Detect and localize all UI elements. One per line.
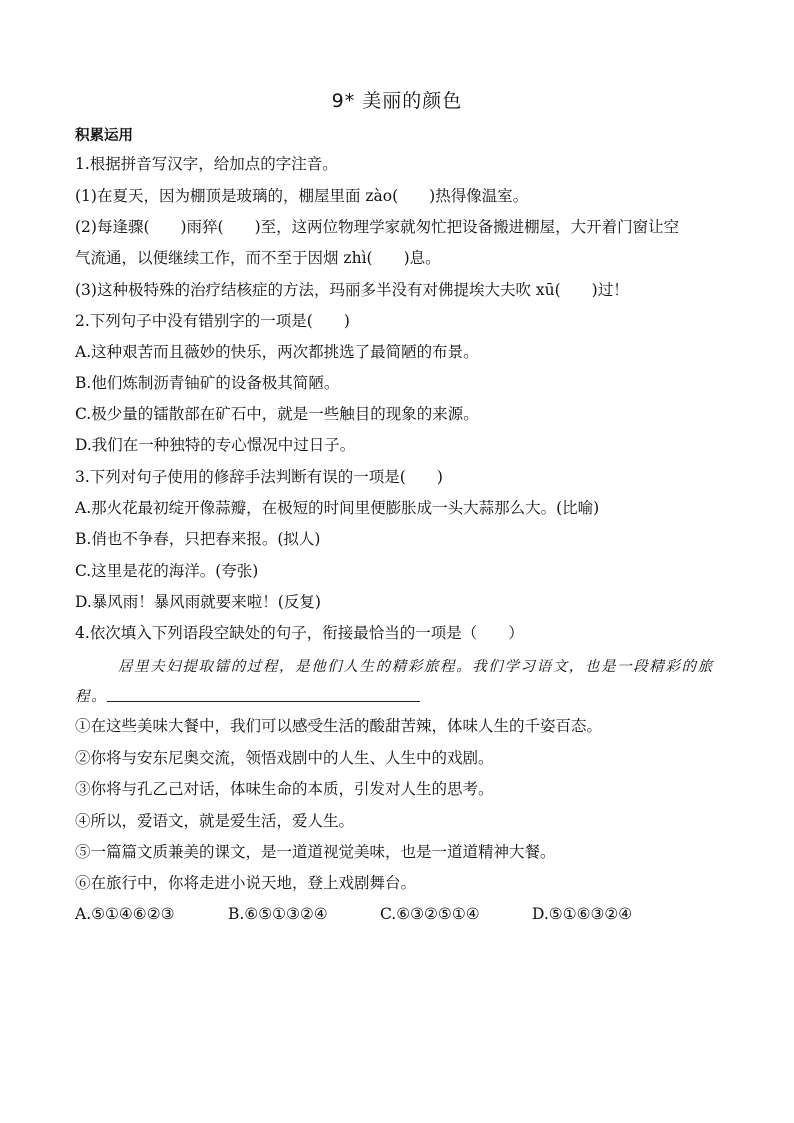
q1-item-1: (1)在夏天，因为棚顶是玻璃的，棚屋里面 zào( )热得像温室。: [75, 187, 529, 205]
q4-sentence-4: ④所以，爱语文，就是爱生活，爱人生。: [75, 812, 355, 830]
q4-sentence-1: ①在这些美味大餐中，我们可以感受生活的酸甜苦辣，体味人生的千姿百态。: [75, 717, 603, 735]
q3-stem: 3.下列对句子使用的修辞手法判断有误的一项是( ): [75, 468, 443, 486]
page-title: 9* 美丽的颜色: [331, 90, 463, 112]
q3-option-d: D.暴风雨！暴风雨就要来啦！(反复): [75, 593, 321, 611]
q4-sentence-2: ②你将与安东尼奥交流，领悟戏剧中的人生、人生中的戏剧。: [75, 749, 494, 767]
q4-stem: 4.依次填入下列语段空缺处的句子，衔接最恰当的一项是（ ）: [75, 624, 524, 642]
q1-item-2: (2)每逢骤( )雨猝( )至，这两位物理学家就匆忙把设备搬进棚屋，大开着门窗让空: [75, 218, 680, 236]
q4-option-c: C.⑥③②⑤①④: [380, 905, 480, 923]
q2-option-a: A.这种艰苦而且薇妙的快乐，两次都挑选了最简陋的布景。: [75, 343, 479, 361]
q2-option-c: C.极少量的镭散部在矿石中，就是一些触目的现象的来源。: [75, 405, 479, 423]
answer-blank-line: [107, 701, 420, 702]
q2-stem: 2.下列句子中没有错别字的一项是( ): [75, 312, 350, 330]
q3-option-b: B.俏也不争春，只把春来报。(拟人): [75, 530, 321, 548]
q4-option-a: A.⑤①④⑥②③: [75, 905, 175, 923]
q3-option-c: C.这里是花的海洋。(夸张): [75, 562, 259, 580]
q4-passage-line-1: 居里夫妇提取镭的过程，是他们人生的精彩旅程。我们学习语文，也是一段精彩的旅: [118, 659, 714, 675]
section-heading: 积累运用: [75, 128, 133, 144]
q2-option-d: D.我们在一种独特的专心憬况中过日子。: [75, 436, 356, 454]
q4-passage-line-2: 程。: [75, 689, 108, 705]
q2-option-b: B.他们炼制沥青铀矿的设备极其简陋。: [75, 374, 340, 392]
q1-item-2-cont: 气流通，以便继续工作，而不至于因烟 zhì( )息。: [75, 249, 441, 267]
q1-stem: 1.根据拼音写汉字，给加点的字注音。: [75, 155, 338, 173]
q4-sentence-6: ⑥在旅行中，你将走进小说天地，登上戏剧舞台。: [75, 874, 417, 892]
q4-option-b: B.⑥⑤①③②④: [228, 905, 328, 923]
q1-item-3: (3)这种极特殊的治疗结核症的方法，玛丽多半没有对佛提埃大夫吹 xū( )过！: [75, 281, 629, 299]
q4-sentence-3: ③你将与孔乙己对话，体味生命的本质，引发对人生的思考。: [75, 780, 494, 798]
q4-sentence-5: ⑤一篇篇文质兼美的课文，是一道道视觉美味，也是一道道精神大餐。: [75, 843, 556, 861]
q4-option-d: D.⑤①⑥③②④: [532, 905, 633, 923]
q3-option-a: A.那火花最初绽开像蒜瓣，在极短的时间里便膨胀成一头大蒜那么大。(比喻): [75, 499, 600, 517]
